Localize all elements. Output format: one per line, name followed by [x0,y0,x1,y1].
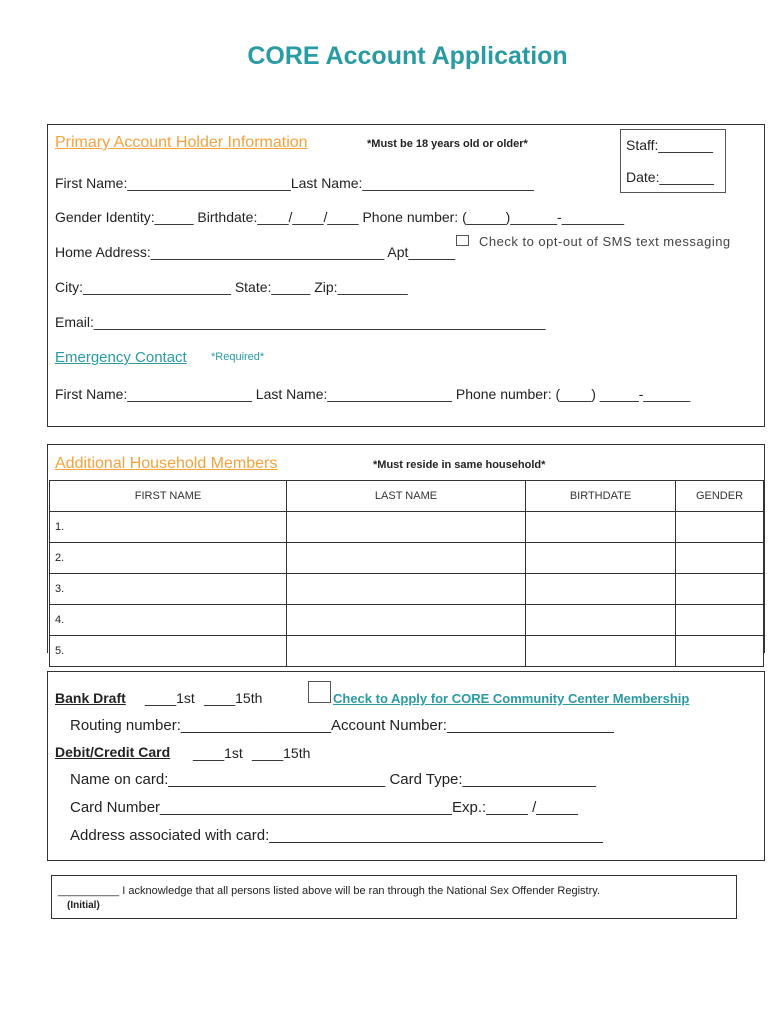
emergency-required-note: *Required* [211,351,265,363]
col-birthdate: BIRTHDATE [526,481,676,512]
cell-gender[interactable] [676,543,764,574]
cell-gender[interactable] [676,636,764,667]
card-1st-option[interactable]: ____1st [193,745,243,761]
row-number[interactable]: 2. [50,543,287,574]
table-row [50,512,764,543]
table-row [50,543,764,574]
email-line[interactable]: Email:__________________________________________________________ [55,314,546,330]
cell-birthdate[interactable] [526,636,676,667]
household-note: *Must reside in same household* [373,459,546,471]
date-field[interactable]: Date:_______ [626,169,714,185]
table-row [50,636,764,667]
sms-optout-label: Check to opt-out of SMS text messaging [479,234,731,249]
staff-field[interactable]: Staff:_______ [626,137,713,153]
cell-birthdate[interactable] [526,574,676,605]
card-address-line[interactable]: Address associated with card:________________________________________ [70,827,603,844]
bank-draft-label: Bank Draft [55,690,126,706]
home-address-line[interactable]: Home Address:______________________________ Apt______ [55,244,456,260]
sms-optout-checkbox[interactable] [456,235,469,246]
primary-heading: Primary Account Holder Information [55,134,308,151]
cell-gender[interactable] [676,574,764,605]
debit-credit-label: Debit/Credit Card [55,744,171,760]
cell-birthdate[interactable] [526,605,676,636]
household-table [49,480,764,667]
routing-account-line[interactable]: Routing number:__________________Account Number:____________________ [70,717,614,734]
city-state-zip-line[interactable]: City:___________________ State:_____ Zip:_________ [55,279,408,295]
cell-gender[interactable] [676,512,764,543]
cell-gender[interactable] [676,605,764,636]
cell-last-name[interactable] [287,574,526,605]
row-number[interactable]: 5. [50,636,287,667]
cell-birthdate[interactable] [526,512,676,543]
card-15th-option[interactable]: ____15th [252,745,311,761]
col-first-name: FIRST NAME [50,481,287,512]
membership-apply-link[interactable]: Check to Apply for CORE Community Center Membership [333,691,690,706]
cell-last-name[interactable] [287,543,526,574]
card-number-line[interactable]: Card Number___________________________________Exp.:_____ /_____ [70,799,578,816]
emergency-contact-line[interactable]: First Name:________________ Last Name:________________ Phone number: (____) _____-______ [55,386,691,402]
name-on-card-line[interactable]: Name on card:__________________________ Card Type:________________ [70,771,597,788]
cell-birthdate[interactable] [526,543,676,574]
household-heading: Additional Household Members [55,455,278,472]
cell-last-name[interactable] [287,512,526,543]
bank-draft-15th-option[interactable]: ____15th [204,690,263,706]
col-last-name: LAST NAME [287,481,526,512]
table-header-row [50,481,764,512]
cell-last-name[interactable] [287,636,526,667]
row-number[interactable]: 3. [50,574,287,605]
row-number[interactable]: 4. [50,605,287,636]
page-title: CORE Account Application [247,42,568,70]
bank-draft-1st-option[interactable]: ____1st [145,690,195,706]
gender-birthdate-phone-line[interactable]: Gender Identity:_____ Birthdate:____/____/____ Phone number: (_____)______-________ [55,209,625,225]
table-row [50,605,764,636]
initial-label: (Initial) [67,900,100,911]
acknowledge-section [51,875,737,919]
cell-last-name[interactable] [287,605,526,636]
name-line[interactable]: First Name:_____________________Last Name:______________________ [55,175,534,191]
col-gender: GENDER [676,481,764,512]
row-number[interactable]: 1. [50,512,287,543]
emergency-heading: Emergency Contact [55,349,187,366]
acknowledge-text[interactable]: __________ I acknowledge that all persons listed above will be ran through the National Sex Offender Registry. [58,885,600,897]
table-row [50,574,764,605]
membership-checkbox[interactable] [308,681,331,703]
age-note: *Must be 18 years old or older* [367,138,528,150]
